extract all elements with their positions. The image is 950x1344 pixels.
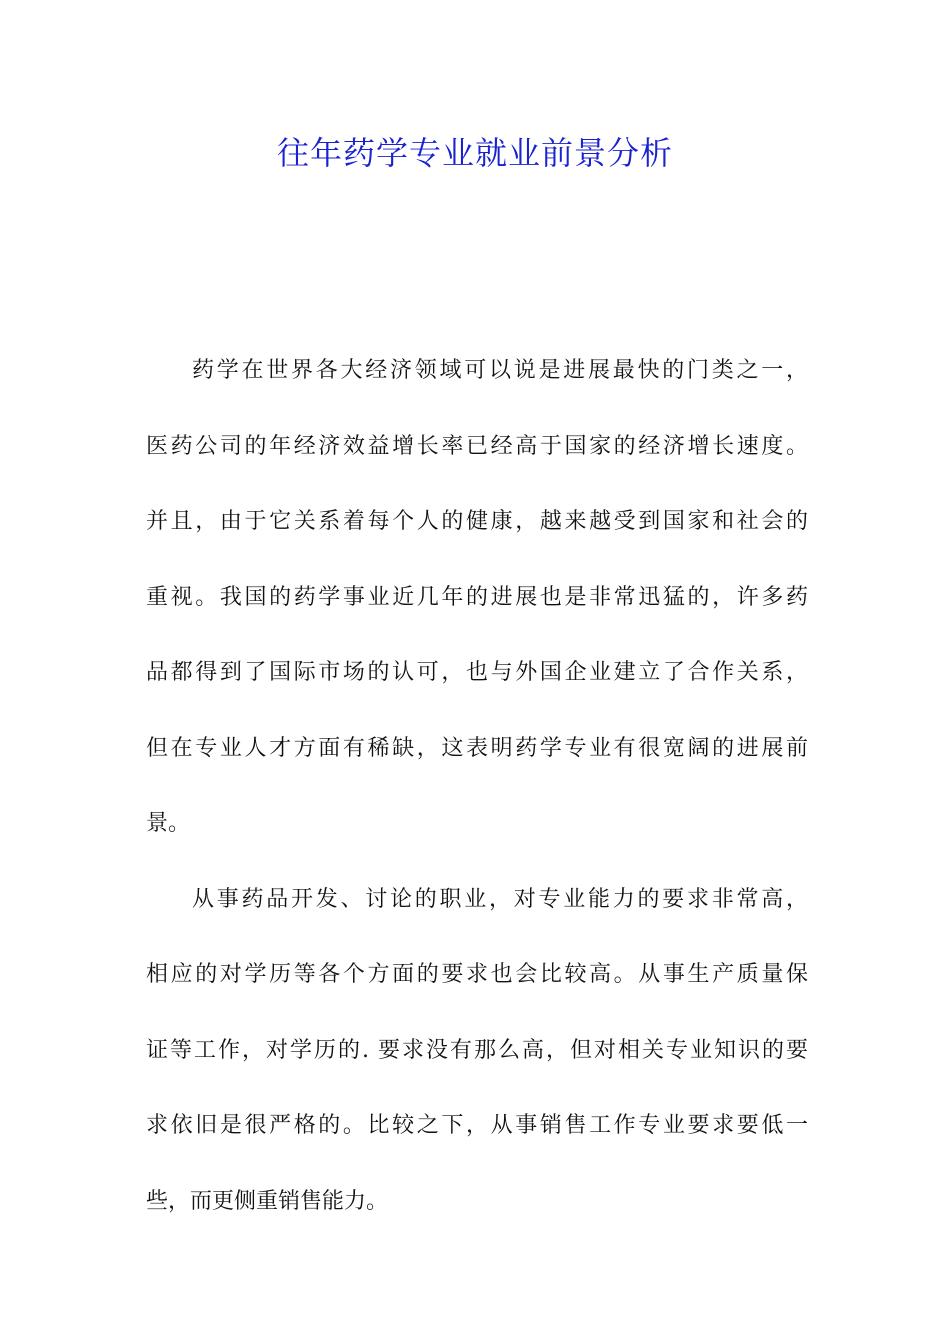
- paragraph-line: 并且，由于它关系着每个人的健康，越来越受到国家和社会的: [146, 509, 808, 534]
- paragraph-line: 求依旧是很严格的。比较之下，从事销售工作专业要求要低一: [146, 1113, 808, 1138]
- document-body: [146, 333, 808, 1239]
- paragraph-line: 些，而更侧重销售能力。: [146, 1188, 389, 1214]
- paragraph-line: 品都得到了国际市场的认可，也与外国企业建立了合作关系，: [146, 660, 808, 685]
- paragraph-line: 从事药品开发、讨论的职业，对专业能力的要求非常高，: [192, 886, 808, 912]
- paragraph-line: 但在专业人才方面有稀缺，这表明药学专业有很宽阔的进展前: [146, 735, 808, 761]
- paragraph-1: [146, 333, 808, 862]
- paragraph-line: 相应的对学历等各个方面的要求也会比较高。从事生产质量保: [146, 962, 808, 987]
- document-title: 往年药学专业就业前景分析: [276, 134, 673, 172]
- paragraph-2: [146, 862, 808, 1240]
- paragraph-line: 医药公司的年经济效益增长率已经高于国家的经济增长速度。: [146, 433, 808, 459]
- paragraph-line: 证等工作，对学历的. 要求没有那么高，但对相关专业知识的要: [146, 1037, 808, 1063]
- paragraph-line: 重视。我国的药学事业近几年的进展也是非常迅猛的，许多药: [146, 584, 808, 610]
- paragraph-line: 景。: [146, 811, 191, 836]
- paragraph-line: 药学在世界各大经济领域可以说是进展最快的门类之一，: [192, 358, 808, 383]
